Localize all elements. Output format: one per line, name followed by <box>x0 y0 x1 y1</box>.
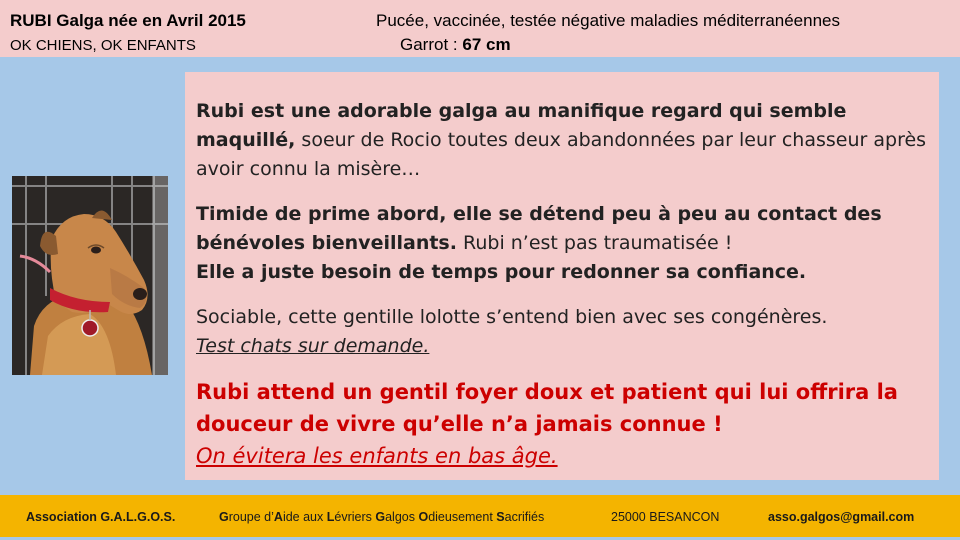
dog-photo-image <box>12 176 168 375</box>
dog-photo <box>12 176 168 375</box>
temperament-needs: Elle a juste besoin de temps pour redonner sa confiance. <box>196 261 807 283</box>
garrot-height <box>400 35 511 55</box>
paragraph-temperament <box>196 200 931 287</box>
association-city: 25000 BESANCON <box>611 510 720 524</box>
paragraph-intro <box>196 97 931 184</box>
paragraph-sociability <box>196 303 931 361</box>
intro-rest: soeur de Rocio toutes deux abandonnées par leur chasseur après avoir connu la misère… <box>196 129 927 180</box>
intro-bold: Rubi est une adorable galga au manifique regard qui semble maquillé, <box>196 100 847 151</box>
footer-banner <box>0 495 960 537</box>
compatibility-note: OK CHIENS, OK ENFANTS <box>10 37 196 54</box>
adoption-appeal: Rubi attend un gentil foyer doux et patient qui lui offrira la douceur de vivre qu’elle n’a jamais connue ! <box>196 380 898 436</box>
header-banner <box>0 0 960 57</box>
temperament-bold: Timide de prime abord, elle se détend peu à peu au contact des bénévoles bienveillants. <box>196 203 882 254</box>
garrot-label: Garrot : <box>400 35 463 54</box>
paragraph-adoption <box>196 376 931 472</box>
garrot-value: 67 cm <box>462 35 511 54</box>
children-note: On évitera les enfants en bas âge. <box>196 444 558 468</box>
association-fullname: Groupe d’Aide aux Lévriers Galgos Odieusement Sacrifiés <box>219 510 545 524</box>
sociability-text: Sociable, cette gentille lolotte s’entend bien avec ses congénères. <box>196 306 828 328</box>
dog-title: RUBI Galga née en Avril 2015 <box>10 11 246 30</box>
health-status: Pucée, vaccinée, testée négative maladies méditerranéennes <box>376 11 841 30</box>
description-card <box>185 72 939 480</box>
contact-email[interactable]: asso.galgos@gmail.com <box>768 510 915 524</box>
association-name: Association G.A.L.G.O.S. <box>26 510 176 524</box>
temperament-rest: Rubi n’est pas traumatisée ! <box>456 232 733 254</box>
cat-test-note: Test chats sur demande. <box>196 335 430 357</box>
